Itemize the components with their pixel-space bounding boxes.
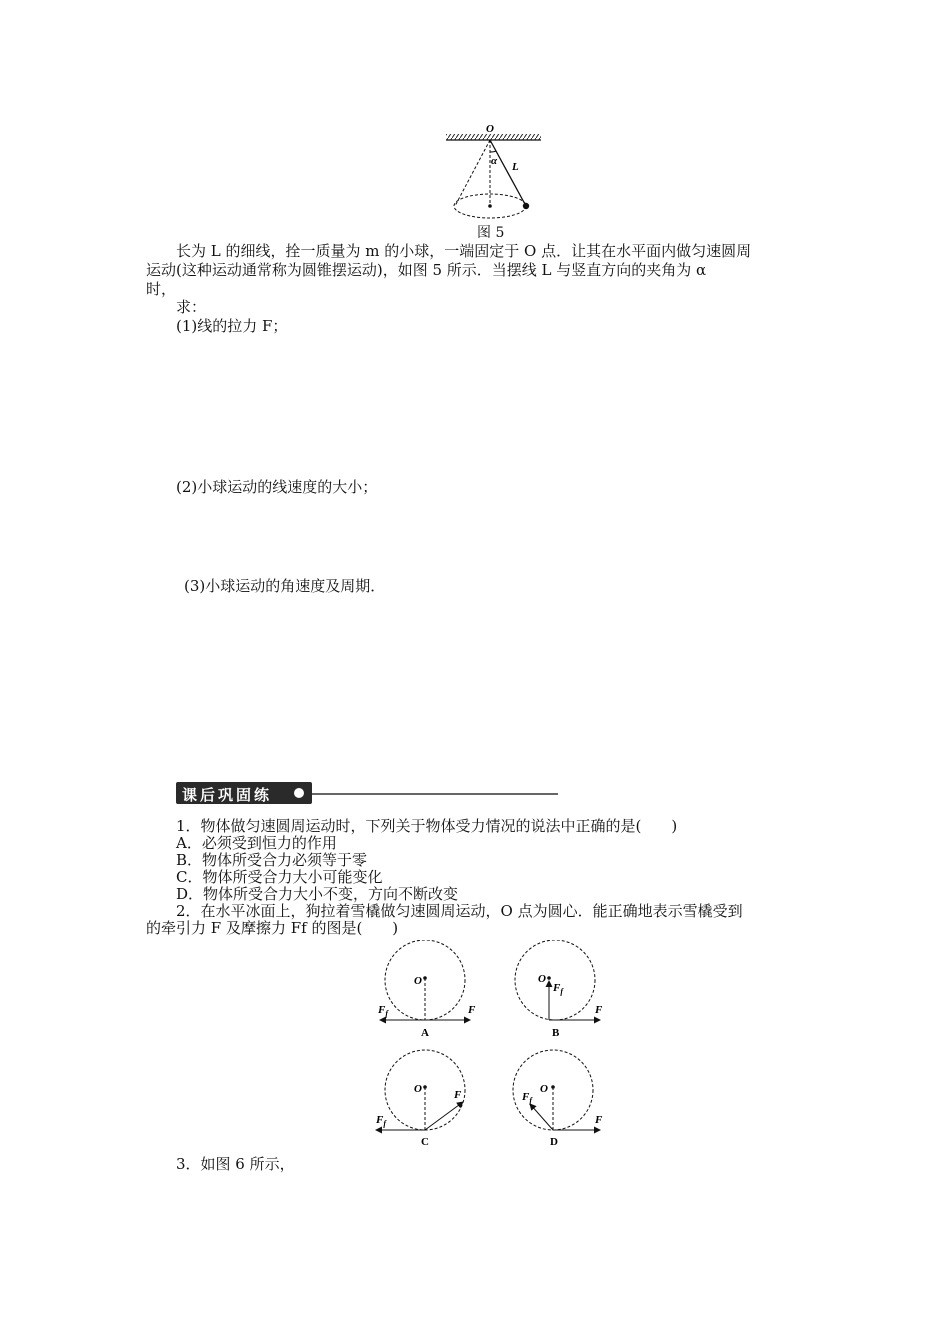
diagram-a-force: F [468, 1004, 476, 1016]
svg-text:Ff: $F_f$ [522, 1091, 533, 1105]
figure-5-caption: 图 5 [477, 225, 505, 241]
label-alpha: α [491, 155, 498, 167]
exercise-2-stem-line-2: 的牵引力 F 及摩擦力 Ff 的图是( ) [146, 919, 399, 937]
question-3: (3)小球运动的角速度及周期． [184, 577, 386, 595]
exercise-2-diagrams [370, 940, 620, 1150]
svg-text:Ff: $F_f$ [553, 982, 564, 996]
diagram-b [515, 940, 603, 1039]
diagram-d [513, 1050, 603, 1148]
center-dot [488, 204, 492, 208]
diagram-b-center: O [538, 973, 546, 985]
cone-left-edge [455, 140, 490, 206]
question-1: (1)线的拉力 F； [176, 317, 288, 335]
diagram-a-letter: A [421, 1027, 429, 1039]
problem-line-1: 长为 L 的细线，拴一质量为 m 的小球，一端固定于 O 点．让其在水平面内做匀速圆周 [176, 242, 752, 260]
exercise-1-option-a: A．必须受到恒力的作用 [176, 834, 337, 852]
diagram-d-force: F [595, 1114, 603, 1126]
exercise-1-option-c: C．物体所受合力大小可能变化 [176, 868, 383, 886]
svg-text:Ff: $F_f$ [378, 1004, 389, 1018]
ball [523, 203, 529, 209]
diagram-d-letter: D [550, 1136, 558, 1148]
diagram-c-force: F [454, 1089, 462, 1101]
label-o-point: O [486, 123, 494, 135]
exercise-1-option-d: D．物体所受合力大小不变，方向不断改变 [176, 885, 459, 903]
exercise-1-option-b: B．物体所受合力必须等于零 [176, 851, 368, 869]
problem-line-4: 求： [176, 298, 207, 316]
angle-arc [490, 151, 496, 152]
problem-line-2: 运动(这种运动通常称为圆锥摆运动)，如图 5 所示．当摆线 L 与竖直方向的夹角为 α [146, 261, 707, 279]
label-l: L [512, 161, 519, 173]
section-title: 课后巩固练 [182, 786, 273, 804]
section-banner [176, 781, 558, 809]
diagram-a [377, 940, 476, 1039]
exercise-3-stem: 3．如图 6 所示， [176, 1155, 295, 1173]
diagram-b-force: F [595, 1004, 603, 1016]
diagram-c-friction: F [376, 1114, 384, 1126]
diagram-a-friction: F [378, 1004, 386, 1016]
figure-5-conical-pendulum [440, 120, 550, 220]
exercise-2-stem-line-1: 2．在水平冰面上，狗拉着雪橇做匀速圆周运动，O 点为圆心．能正确地表示雪橇受到 [176, 902, 743, 920]
question-2: (2)小球运动的线速度的大小； [176, 478, 378, 496]
svg-text:Ff: $F_f$ [376, 1114, 387, 1128]
diagram-d-friction: F [522, 1091, 530, 1103]
diagram-c-letter: C [421, 1136, 429, 1148]
diagram-d-center: O [540, 1083, 548, 1095]
diagram-c [375, 1050, 465, 1148]
problem-line-3: 时， [146, 280, 177, 298]
diagram-a-center: O [414, 975, 422, 987]
diagram-c-center: O [414, 1083, 422, 1095]
diagram-b-letter: B [552, 1027, 560, 1039]
exercise-1-stem: 1．物体做匀速圆周运动时，下列关于物体受力情况的说法中正确的是( ) [176, 817, 678, 835]
diagram-b-friction: F [553, 982, 561, 994]
